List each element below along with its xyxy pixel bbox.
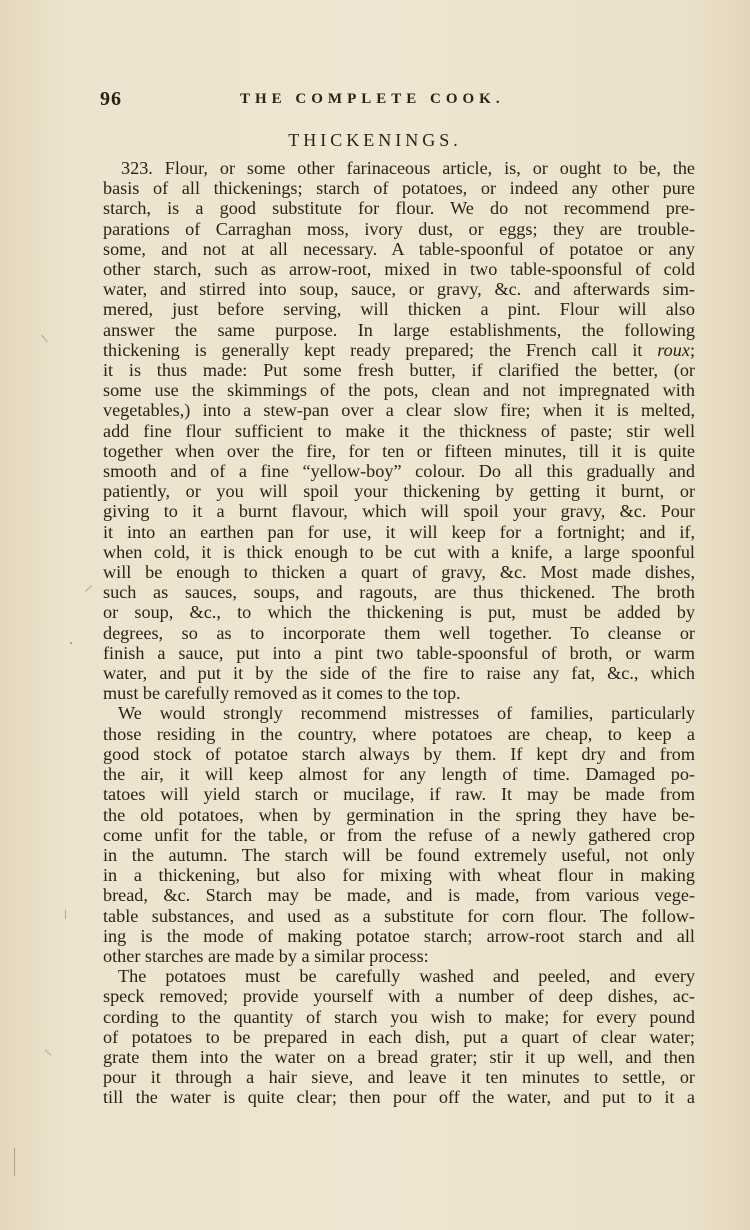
text-line: pour it through a hair sieve, and leave it ten minutes to settle, or bbox=[103, 1067, 695, 1088]
text-line: smooth and of a fine “yellow-boy” colour. Do all this gradually and bbox=[103, 461, 695, 482]
text-line: basis of all thickenings; starch of potatoes, or indeed any other pure bbox=[103, 178, 695, 199]
text-line: giving to it a burnt flavour, which will spoil your gravy, &c. Pour bbox=[103, 501, 695, 522]
text-line: We would strongly recommend mistresses of families, particularly bbox=[118, 703, 695, 724]
text-line: it is thus made: Put some fresh butter, if clarified the better, (or bbox=[103, 360, 695, 381]
italic-term: roux bbox=[657, 339, 690, 360]
text-line: starch, is a good substitute for flour. We do not recommend pre- bbox=[103, 198, 695, 219]
text-line: add fine flour sufficient to make it the thickness of paste; stir well bbox=[103, 420, 695, 441]
text-line: bread, &c. Starch may be made, and is made, from various vege- bbox=[103, 885, 695, 906]
text-line: grate them into the water on a bread grater; stir it up well, and then bbox=[103, 1046, 695, 1067]
text-line: some use the skimmings of the pots, clean and not impregnated with bbox=[103, 380, 695, 401]
text-line: parations of Carraghan moss, ivory dust, or eggs; they are trouble- bbox=[103, 218, 695, 239]
text-line: water, and stirred into soup, sauce, or gravy, &c. and afterwards sim- bbox=[103, 279, 695, 300]
page-header bbox=[100, 88, 700, 114]
text-line: those residing in the country, where potatoes are cheap, to keep a bbox=[103, 723, 695, 744]
margin-speck bbox=[70, 642, 72, 644]
text-line: water, and put it by the side of the fire to raise any fat, &c., which bbox=[103, 663, 695, 684]
section-title: THICKENINGS. bbox=[288, 130, 462, 150]
page-number: 96 bbox=[100, 88, 122, 110]
margin-speck bbox=[85, 585, 92, 592]
text-line: the air, it will keep almost for any length of time. Damaged po- bbox=[103, 764, 695, 785]
text-line: thickening is generally kept ready prepared; the French call it roux; bbox=[103, 339, 695, 360]
margin-speck bbox=[45, 1049, 51, 1055]
text-line: the old potatoes, when by germination in the spring they have be- bbox=[103, 804, 695, 825]
text-line: mered, just before serving, will thicken a pint. Flour will also bbox=[103, 299, 695, 320]
text-line: together when over the fire, for ten or fifteen minutes, till it is quite bbox=[103, 440, 695, 461]
text-line: such as sauces, soups, and ragouts, are thus thickened. The broth bbox=[103, 582, 695, 603]
text-line: The potatoes must be carefully washed and peeled, and every bbox=[118, 966, 695, 987]
text-line: table substances, and used as a substitute for corn flour. The follow- bbox=[103, 905, 695, 926]
text-line: cording to the quantity of starch you wish to make; for every pound bbox=[103, 1006, 695, 1027]
text-line: till the water is quite clear; then pour off the water, and put to it a bbox=[103, 1087, 695, 1108]
text-line: answer the same purpose. In large establishments, the following bbox=[103, 319, 695, 340]
text-line: when cold, it is thick enough to be cut with a knife, a large spoonful bbox=[103, 541, 695, 562]
text-line: other starches are made by a similar process: bbox=[103, 945, 429, 966]
text-line: in the autumn. The starch will be found extremely useful, not only bbox=[103, 844, 695, 865]
text-line: or soup, &c., to which the thickening is put, must be added by bbox=[103, 602, 695, 623]
text-line: in a thickening, but also for mixing with wheat flour in making bbox=[103, 865, 695, 886]
text-line: ing is the mode of making potatoe starch; arrow-root starch and all bbox=[103, 925, 695, 946]
text-line: must be carefully removed as it comes to the top. bbox=[103, 683, 461, 704]
text-line: other starch, such as arrow-root, mixed in two table-spoonsful of cold bbox=[103, 259, 695, 280]
text-line: vegetables,) into a stew-pan over a clear slow fire; when it is melted, bbox=[103, 400, 695, 421]
text-line: good stock of potatoe starch always by them. If kept dry and from bbox=[103, 743, 695, 764]
text-line: some, and not at all necessary. A table-spoonful of potatoe or any bbox=[103, 238, 695, 259]
text-line: come unfit for the table, or from the refuse of a newly gathered crop bbox=[103, 824, 695, 845]
margin-speck bbox=[41, 335, 48, 343]
text-line: patiently, or you will spoil your thickening by getting it burnt, or bbox=[103, 481, 695, 502]
body-text bbox=[103, 158, 695, 1108]
margin-speck bbox=[14, 1148, 15, 1176]
text-line: tatoes will yield starch or mucilage, if raw. It may be made from bbox=[103, 784, 695, 805]
text-line: degrees, so as to incorporate them well together. To cleanse or bbox=[103, 622, 695, 643]
text-line: speck removed; provide yourself with a number of deep dishes, ac- bbox=[103, 986, 695, 1007]
text-line: finish a sauce, put into a pint two table-spoonsful of broth, or warm bbox=[103, 642, 695, 663]
margin-speck bbox=[65, 910, 66, 919]
text-line: 323. Flour, or some other farinaceous article, is, or ought to be, the bbox=[121, 158, 695, 178]
text-line: it into an earthen pan for use, it will keep for a fortnight; and if, bbox=[103, 521, 695, 542]
text-line: will be enough to thicken a quart of gravy, &c. Most made dishes, bbox=[103, 562, 695, 583]
running-title: THE COMPLETE COOK. bbox=[240, 91, 505, 107]
text-line: of potatoes to be prepared in each dish, put a quart of clear water; bbox=[103, 1026, 695, 1047]
